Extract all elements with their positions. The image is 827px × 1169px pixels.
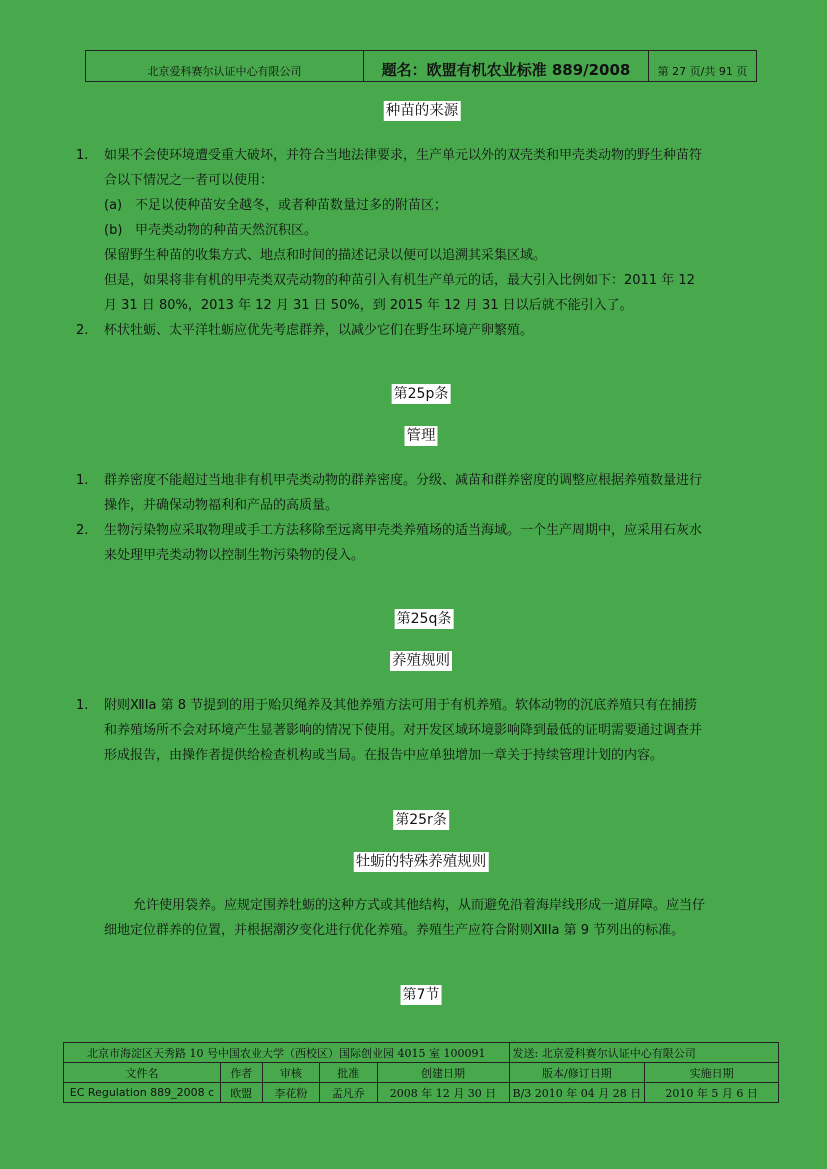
- paragraph-line: 生物污染物应采取物理或手工方法移除至远离甲壳类养殖场的适当海域。一个生产周期中，应采用石灰水: [104, 523, 703, 538]
- paragraph-line: 附则ⅫIa 第 8 节提到的用于贻贝绳养及其他养殖方法可用于有机养殖。软体动物的沉底养殖只有在捕捞: [104, 698, 698, 713]
- footer-value: 李花粉: [262, 1083, 319, 1103]
- footer-col-header: 文件名: [64, 1063, 221, 1083]
- sub-item-label: (a): [104, 198, 123, 213]
- sub-item-text: 甲壳类动物的种苗天然沉积区。: [135, 223, 318, 238]
- list-number: 2.: [76, 323, 89, 338]
- footer-value: EC Regulation 889_2008 c: [64, 1083, 221, 1103]
- paragraph-line: 和养殖场所不会对环境产生显著影响的情况下使用。对开发区域环境影响降到最低的证明需要通过调查并: [104, 723, 703, 738]
- heading-seed-source: 种苗的来源: [385, 103, 459, 119]
- footer-sender: 发送: 北京爱科赛尔认证中心有限公司: [509, 1043, 778, 1063]
- header-title: 题名：欧盟有机农业标准 889/2008: [364, 51, 649, 81]
- sub-item-text: 不足以使种苗安全越冬，或者种苗数量过多的附苗区；: [135, 198, 448, 213]
- heading-oyster-rules: 牡蛎的特殊养殖规则: [355, 854, 487, 870]
- paragraph-line: 月 31 日 80%，2013 年 12 月 31 日 50%，到 2015 年 12 月 31 日以后就不能引入了。: [104, 298, 633, 313]
- footer-header-row: [64, 1063, 779, 1083]
- article-title-25p: 第25p条: [393, 386, 449, 402]
- footer-value: B/3 2010 年 04 月 28 日: [509, 1083, 645, 1103]
- footer-col-header: 审核: [262, 1063, 319, 1083]
- paragraph-line: 如果不会使环境遭受重大破坏，并符合当地法律要求，生产单元以外的双壳类和甲壳类动物的野生种苗符: [104, 148, 703, 163]
- sub-item-label: (b): [104, 223, 123, 238]
- footer-col-header: 批准: [320, 1063, 377, 1083]
- footer-value-row: [64, 1083, 779, 1103]
- list-number: 1.: [76, 473, 89, 488]
- paragraph-line: 合以下情况之一者可以使用：: [104, 173, 274, 188]
- section-title-7: 第7节: [402, 987, 440, 1003]
- footer-value: 2008 年 12 月 30 日: [377, 1083, 509, 1103]
- heading-management: 管理: [406, 428, 436, 444]
- paragraph-line: 操作，并确保动物福利和产品的高质量。: [104, 498, 339, 513]
- footer-address: 北京市海淀区天秀路 10 号中国农业大学（西校区）国际创业园 4015 室 100091: [64, 1043, 510, 1063]
- footer-col-header: 创建日期: [377, 1063, 509, 1083]
- footer-value: 孟凡乔: [320, 1083, 377, 1103]
- paragraph-line: 群养密度不能超过当地非有机甲壳类动物的群养密度。分级、减苗和群养密度的调整应根据养殖数量进行: [104, 473, 703, 488]
- paragraph-line: 来处理甲壳类动物以控制生物污染物的侵入。: [104, 548, 365, 563]
- footer-value: 2010 年 5 月 6 日: [645, 1083, 779, 1103]
- footer-col-header: 版本/修订日期: [509, 1063, 645, 1083]
- header-company: 北京爱科赛尔认证中心有限公司: [86, 51, 364, 81]
- paragraph-line: 允许使用袋养。应规定围养牡蛎的这种方式或其他结构，从而避免沿着海岸线形成一道屏障。应当仔: [133, 898, 706, 913]
- list-number: 1.: [76, 698, 89, 713]
- header-page-number: 第 27 页/共 91 页: [657, 65, 748, 78]
- page-header: [85, 50, 757, 82]
- paragraph-line: 形成报告，由操作者提供给检查机构或当局。在报告中应单独增加一章关于持续管理计划的内容。: [104, 748, 664, 763]
- paragraph-line: 但是，如果将非有机的甲壳类双壳动物的种苗引入有机生产单元的话，最大引入比例如下：2011 年 12: [104, 273, 695, 288]
- list-number: 2.: [76, 523, 89, 538]
- footer-col-header: 作者: [221, 1063, 263, 1083]
- paragraph-line: 细地定位群养的位置，并根据潮汐变化进行优化养殖。养殖生产应符合附则ⅫIa 第 9 节列出的标准。: [104, 923, 685, 938]
- article-title-25q: 第25q条: [396, 611, 452, 627]
- list-number: 1.: [76, 148, 89, 163]
- heading-farming-rules: 养殖规则: [392, 653, 450, 669]
- footer-col-header: 实施日期: [645, 1063, 779, 1083]
- article-title-25r: 第25r条: [395, 812, 447, 828]
- footer-value: 欧盟: [221, 1083, 263, 1103]
- footer-table: [63, 1042, 779, 1103]
- paragraph-line: 保留野生种苗的收集方式、地点和时间的描述记录以便可以追溯其采集区域。: [104, 248, 547, 263]
- paragraph-line: 杯状牡蛎、太平洋牡蛎应优先考虑群养，以减少它们在野生环境产卵繁殖。: [104, 323, 534, 338]
